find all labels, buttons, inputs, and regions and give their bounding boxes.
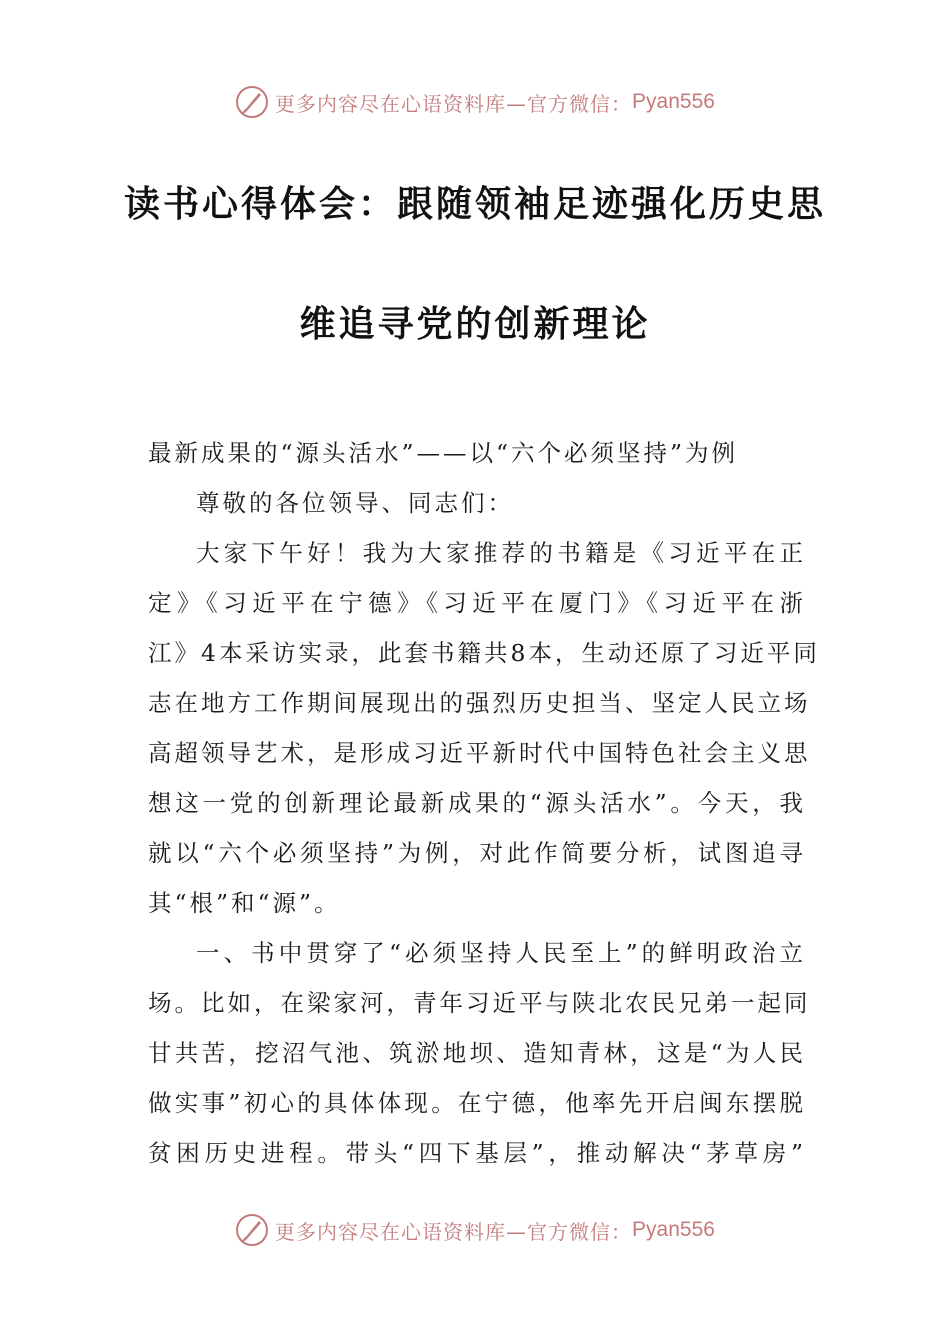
- body-line: 甘共苦，挖沼气池、筑淤地坝、造知青林，这是“为人民: [148, 1039, 806, 1067]
- body-line: 志在地方工作期间展现出的强烈历史担当、坚定人民立场: [148, 689, 811, 717]
- header-banner: [0, 82, 950, 122]
- body-line: 其“根”和“源”。: [148, 889, 341, 917]
- header-banner-code: Pyan556: [632, 90, 715, 113]
- footer-banner: [0, 1210, 950, 1250]
- document-title-line-1: 读书心得体会：跟随领袖足迹强化历史思: [123, 184, 826, 225]
- body-line: 高超领导艺术，是形成习近平新时代中国特色社会主义思: [148, 739, 811, 767]
- body-line: 大家下午好！我为大家推荐的书籍是《习近平在正: [196, 539, 806, 567]
- body-line: 就以“六个必须坚持”为例，对此作简要分析，试图追寻: [148, 839, 806, 867]
- body-line: 尊敬的各位领导、同志们：: [196, 489, 514, 517]
- document-title-line-2: 维追寻党的创新理论: [299, 304, 651, 345]
- footer-banner-code: Pyan556: [632, 1218, 715, 1241]
- body-line: 最新成果的“源头活水”——以“六个必须坚持”为例: [148, 439, 739, 467]
- body-line: 贫困历史进程。带头“四下基层”，推动解决“茅草房”: [148, 1139, 806, 1167]
- body-line: 做实事”初心的具体体现。在宁德，他率先开启闽东摆脱: [148, 1089, 806, 1117]
- quill-logo-icon: [235, 85, 269, 119]
- footer-banner-text: 更多内容尽在心语资料库—官方微信：: [275, 1219, 633, 1244]
- body-line: 江》4本采访实录，此套书籍共8本，生动还原了习近平同: [148, 639, 820, 667]
- body-line: 想这一党的创新理论最新成果的“源头活水”。今天，我: [148, 789, 806, 817]
- header-banner-text: 更多内容尽在心语资料库—官方微信：: [275, 91, 633, 116]
- body-line: 场。比如，在梁家河，青年习近平与陕北农民兄弟一起同: [148, 989, 811, 1017]
- body-line: 一、书中贯穿了“必须坚持人民至上”的鲜明政治立: [196, 939, 806, 967]
- quill-logo-icon: [235, 1213, 269, 1247]
- body-line: 定》《习近平在宁德》《习近平在厦门》《习近平在浙: [148, 589, 806, 617]
